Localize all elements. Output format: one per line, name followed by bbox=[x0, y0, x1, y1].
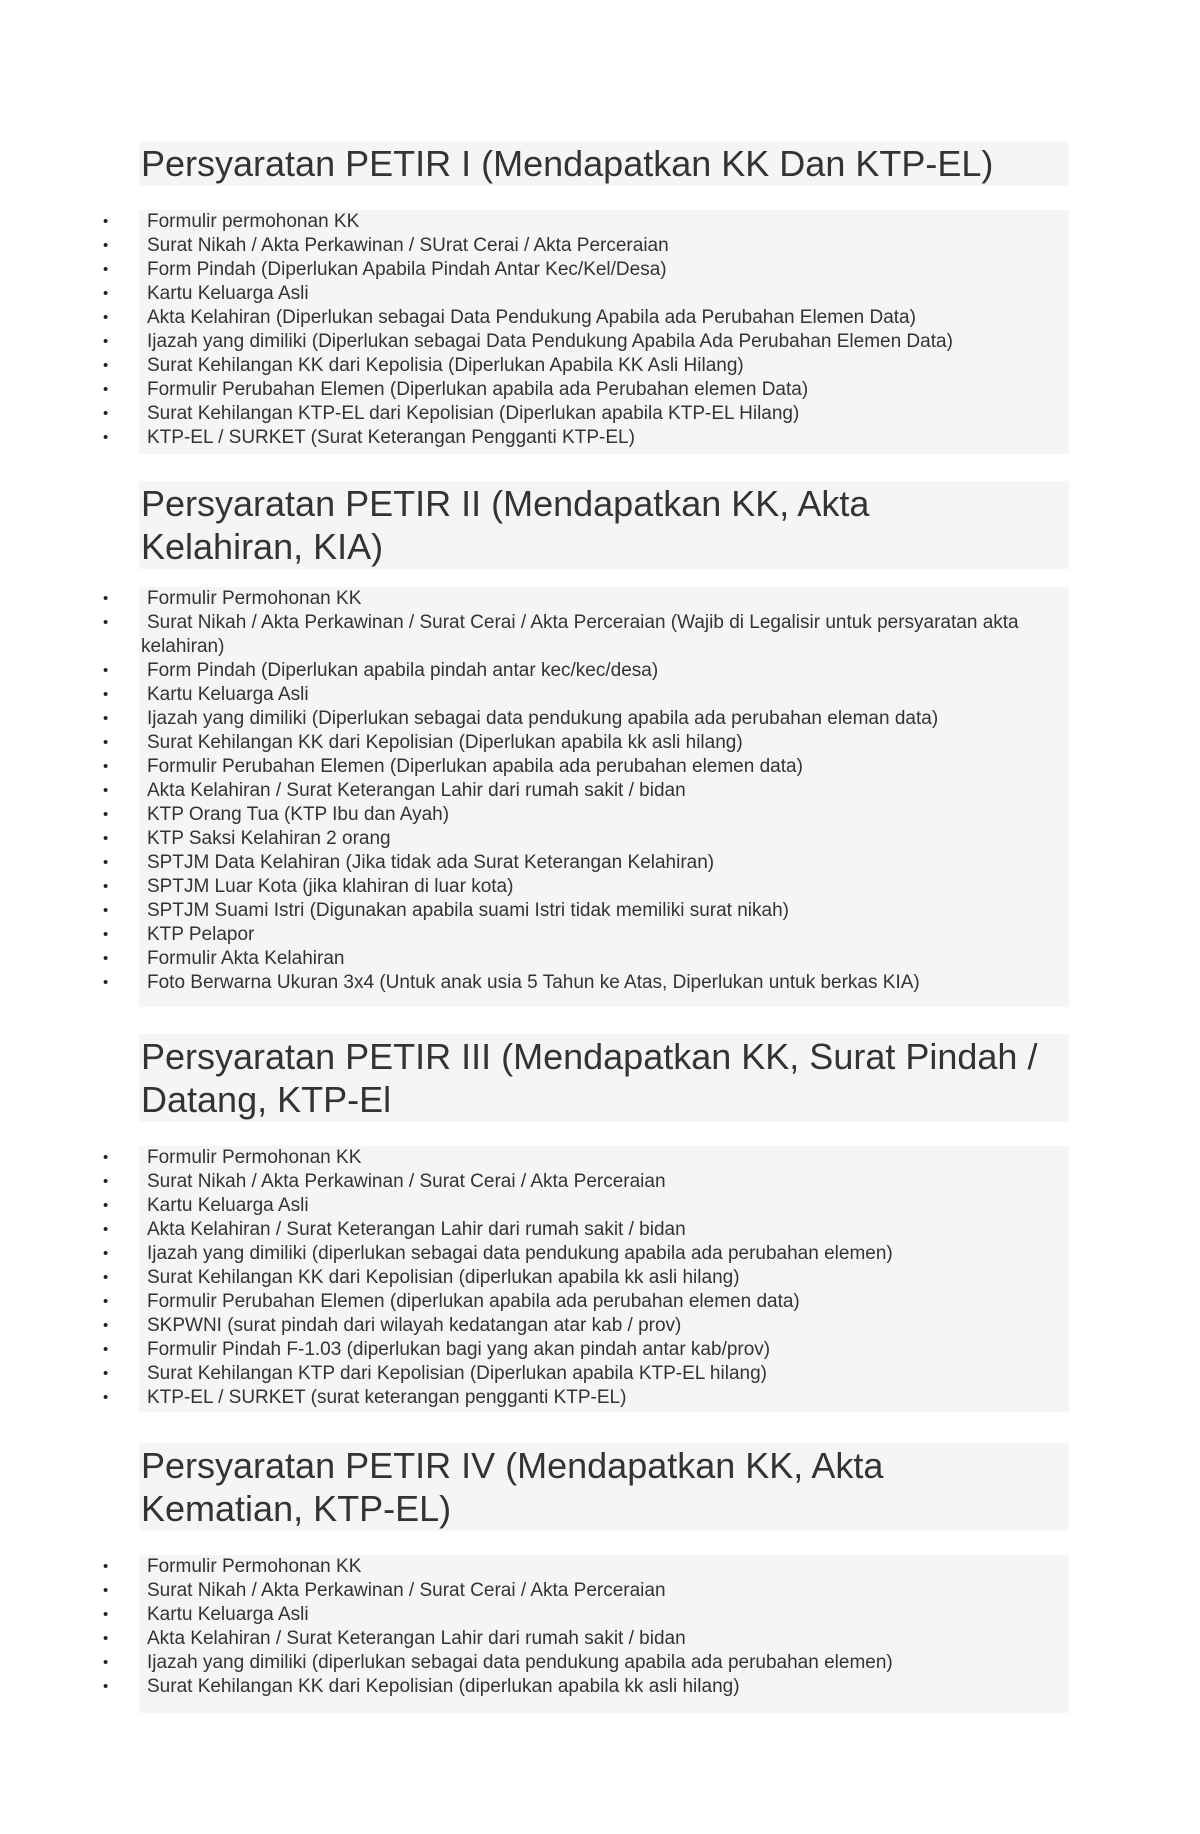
bullet-icon: • bbox=[103, 1654, 109, 1671]
list-item: • Kartu Keluarga Asli bbox=[103, 684, 309, 705]
section-title: Persyaratan PETIR I (Mendapatkan KK Dan KTP-EL) bbox=[139, 141, 1069, 186]
section-petir-3 bbox=[0, 1034, 1200, 1410]
list-item: • Formulir Perubahan Elemen (Diperlukan apabila ada perubahan elemen data) bbox=[103, 756, 803, 777]
bullet-icon: • bbox=[103, 1365, 109, 1382]
list-item: • KTP-EL / SURKET (Surat Keterangan Pengganti KTP-EL) bbox=[103, 427, 635, 448]
list-item: • Surat Kehilangan KTP-EL dari Kepolisian (Diperlukan apabila KTP-EL Hilang) bbox=[103, 403, 800, 424]
list-item: • Kartu Keluarga Asli bbox=[103, 283, 309, 304]
bullet-icon: • bbox=[103, 1173, 109, 1190]
list-item: • Ijazah yang dimiliki (Diperlukan sebagai Data Pendukung Apabila Ada Perubahan Elemen Data) bbox=[103, 331, 953, 352]
list-item: • Akta Kelahiran / Surat Keterangan Lahir dari rumah sakit / bidan bbox=[103, 1219, 686, 1240]
list-item: • Kartu Keluarga Asli bbox=[103, 1195, 309, 1216]
bullet-icon: • bbox=[103, 614, 109, 631]
bullet-icon: • bbox=[103, 662, 109, 679]
list-item: • Ijazah yang dimiliki (diperlukan sebagai data pendukung apabila ada perubahan elemen) bbox=[103, 1652, 893, 1673]
list-item: • Formulir Perubahan Elemen (Diperlukan apabila ada Perubahan elemen Data) bbox=[103, 379, 809, 400]
bullet-icon: • bbox=[103, 1221, 109, 1238]
list-item: • Formulir Permohonan KK bbox=[103, 1147, 362, 1168]
list-item: • KTP Orang Tua (KTP Ibu dan Ayah) bbox=[103, 804, 450, 825]
bullet-icon: • bbox=[103, 309, 109, 326]
requirements-list bbox=[0, 1555, 1200, 1699]
bullet-icon: • bbox=[103, 590, 109, 607]
bullet-icon: • bbox=[103, 429, 109, 446]
list-item: • Formulir Permohonan KK bbox=[103, 588, 362, 609]
list-item: • KTP Pelapor bbox=[103, 924, 255, 945]
bullet-icon: • bbox=[103, 1389, 109, 1406]
bullet-icon: • bbox=[103, 1293, 109, 1310]
list-item: • Formulir Pindah F-1.03 (diperlukan bagi yang akan pindah antar kab/prov) bbox=[103, 1339, 771, 1360]
bullet-icon: • bbox=[103, 830, 109, 847]
list-item: • Kartu Keluarga Asli bbox=[103, 1604, 309, 1625]
bullet-icon: • bbox=[103, 1245, 109, 1262]
requirements-list bbox=[0, 210, 1200, 450]
section-title: Persyaratan PETIR II (Mendapatkan KK, Akta Kelahiran, KIA) bbox=[139, 481, 1069, 569]
list-item: • Surat Kehilangan KK dari Kepolisian (diperlukan apabila kk asli hilang) bbox=[103, 1267, 740, 1288]
section-title: Persyaratan PETIR III (Mendapatkan KK, Surat Pindah / Datang, KTP-El bbox=[139, 1034, 1069, 1122]
list-item: • Formulir Permohonan KK bbox=[103, 1556, 362, 1577]
bullet-icon: • bbox=[103, 1197, 109, 1214]
bullet-icon: • bbox=[103, 1606, 109, 1623]
section-petir-2 bbox=[0, 481, 1200, 995]
list-item: • KTP Saksi Kelahiran 2 orang bbox=[103, 828, 391, 849]
list-item: • Surat Nikah / Akta Perkawinan / Surat Cerai / Akta Perceraian bbox=[103, 1580, 666, 1601]
list-item: • SPTJM Luar Kota (jika klahiran di luar kota) bbox=[103, 876, 514, 897]
list-item: • Ijazah yang dimiliki (diperlukan sebagai data pendukung apabila ada perubahan elemen) bbox=[103, 1243, 893, 1264]
list-item: • KTP-EL / SURKET (surat keterangan pengganti KTP-EL) bbox=[103, 1387, 627, 1408]
list-item: • Surat Kehilangan KK dari Kepolisian (Diperlukan apabila kk asli hilang) bbox=[103, 732, 743, 753]
bullet-icon: • bbox=[103, 333, 109, 350]
requirements-list bbox=[0, 1146, 1200, 1410]
list-item: • Surat Nikah / Akta Perkawinan / Surat Cerai / Akta Perceraian bbox=[103, 1171, 666, 1192]
bullet-icon: • bbox=[103, 261, 109, 278]
section-petir-4 bbox=[0, 1443, 1200, 1699]
bullet-icon: • bbox=[103, 734, 109, 751]
list-item: • Formulir Akta Kelahiran bbox=[103, 948, 345, 969]
bullet-icon: • bbox=[103, 1149, 109, 1166]
bullet-icon: • bbox=[103, 878, 109, 895]
bullet-icon: • bbox=[103, 686, 109, 703]
bullet-icon: • bbox=[103, 1678, 109, 1695]
bullet-icon: • bbox=[103, 950, 109, 967]
bullet-icon: • bbox=[103, 710, 109, 727]
bullet-icon: • bbox=[103, 902, 109, 919]
bullet-icon: • bbox=[103, 854, 109, 871]
bullet-icon: • bbox=[103, 806, 109, 823]
list-item: • Akta Kelahiran / Surat Keterangan Lahir dari rumah sakit / bidan bbox=[103, 1628, 686, 1649]
list-item: • Surat Kehilangan KK dari Kepolisian (diperlukan apabila kk asli hilang) bbox=[103, 1676, 740, 1697]
list-item: • Form Pindah (Diperlukan apabila pindah antar kec/kec/desa) bbox=[103, 660, 659, 681]
bullet-icon: • bbox=[103, 357, 109, 374]
list-item: • Foto Berwarna Ukuran 3x4 (Untuk anak usia 5 Tahun ke Atas, Diperlukan untuk berkas KIA) bbox=[103, 972, 920, 993]
bullet-icon: • bbox=[103, 758, 109, 775]
bullet-icon: • bbox=[103, 213, 109, 230]
bullet-icon: • bbox=[103, 782, 109, 799]
list-item: • Formulir Perubahan Elemen (diperlukan apabila ada perubahan elemen data) bbox=[103, 1291, 800, 1312]
bullet-icon: • bbox=[103, 974, 109, 991]
bullet-icon: • bbox=[103, 1341, 109, 1358]
bullet-icon: • bbox=[103, 926, 109, 943]
list-item: • Surat Kehilangan KTP dari Kepolisian (Diperlukan apabila KTP-EL hilang) bbox=[103, 1363, 767, 1384]
bullet-icon: • bbox=[103, 1558, 109, 1575]
section-petir-1 bbox=[0, 141, 1200, 450]
bullet-icon: • bbox=[103, 285, 109, 302]
bullet-icon: • bbox=[103, 1269, 109, 1286]
list-item: • Form Pindah (Diperlukan Apabila Pindah Antar Kec/Kel/Desa) bbox=[103, 259, 667, 280]
list-item: • Akta Kelahiran / Surat Keterangan Lahir dari rumah sakit / bidan bbox=[103, 780, 686, 801]
bullet-icon: • bbox=[103, 1582, 109, 1599]
list-item: • Surat Kehilangan KK dari Kepolisia (Diperlukan Apabila KK Asli Hilang) bbox=[103, 355, 744, 376]
list-item: • Formulir permohonan KK bbox=[103, 211, 360, 232]
list-item: • SKPWNI (surat pindah dari wilayah kedatangan atar kab / prov) bbox=[103, 1315, 682, 1336]
list-item: • Ijazah yang dimiliki (Diperlukan sebagai data pendukung apabila ada perubahan eleman data) bbox=[103, 708, 939, 729]
bullet-icon: • bbox=[103, 381, 109, 398]
list-item: • Akta Kelahiran (Diperlukan sebagai Data Pendukung Apabila ada Perubahan Elemen Data) bbox=[103, 307, 916, 328]
section-title: Persyaratan PETIR IV (Mendapatkan KK, Akta Kematian, KTP-EL) bbox=[139, 1443, 1069, 1531]
list-item: • Surat Nikah / Akta Perkawinan / SUrat Cerai / Akta Perceraian bbox=[103, 235, 669, 256]
list-item: • SPTJM Data Kelahiran (Jika tidak ada Surat Keterangan Kelahiran) bbox=[103, 852, 715, 873]
bullet-icon: • bbox=[103, 405, 109, 422]
list-item: • SPTJM Suami Istri (Digunakan apabila suami Istri tidak memiliki surat nikah) bbox=[103, 900, 789, 921]
bullet-icon: • bbox=[103, 1630, 109, 1647]
bullet-icon: • bbox=[103, 1317, 109, 1334]
list-item: • Surat Nikah / Akta Perkawinan / Surat Cerai / Akta Perceraian (Wajib di Legalisir untuk persyaratan akta kelahiran) bbox=[103, 612, 1019, 657]
requirements-list bbox=[0, 587, 1200, 995]
bullet-icon: • bbox=[103, 237, 109, 254]
